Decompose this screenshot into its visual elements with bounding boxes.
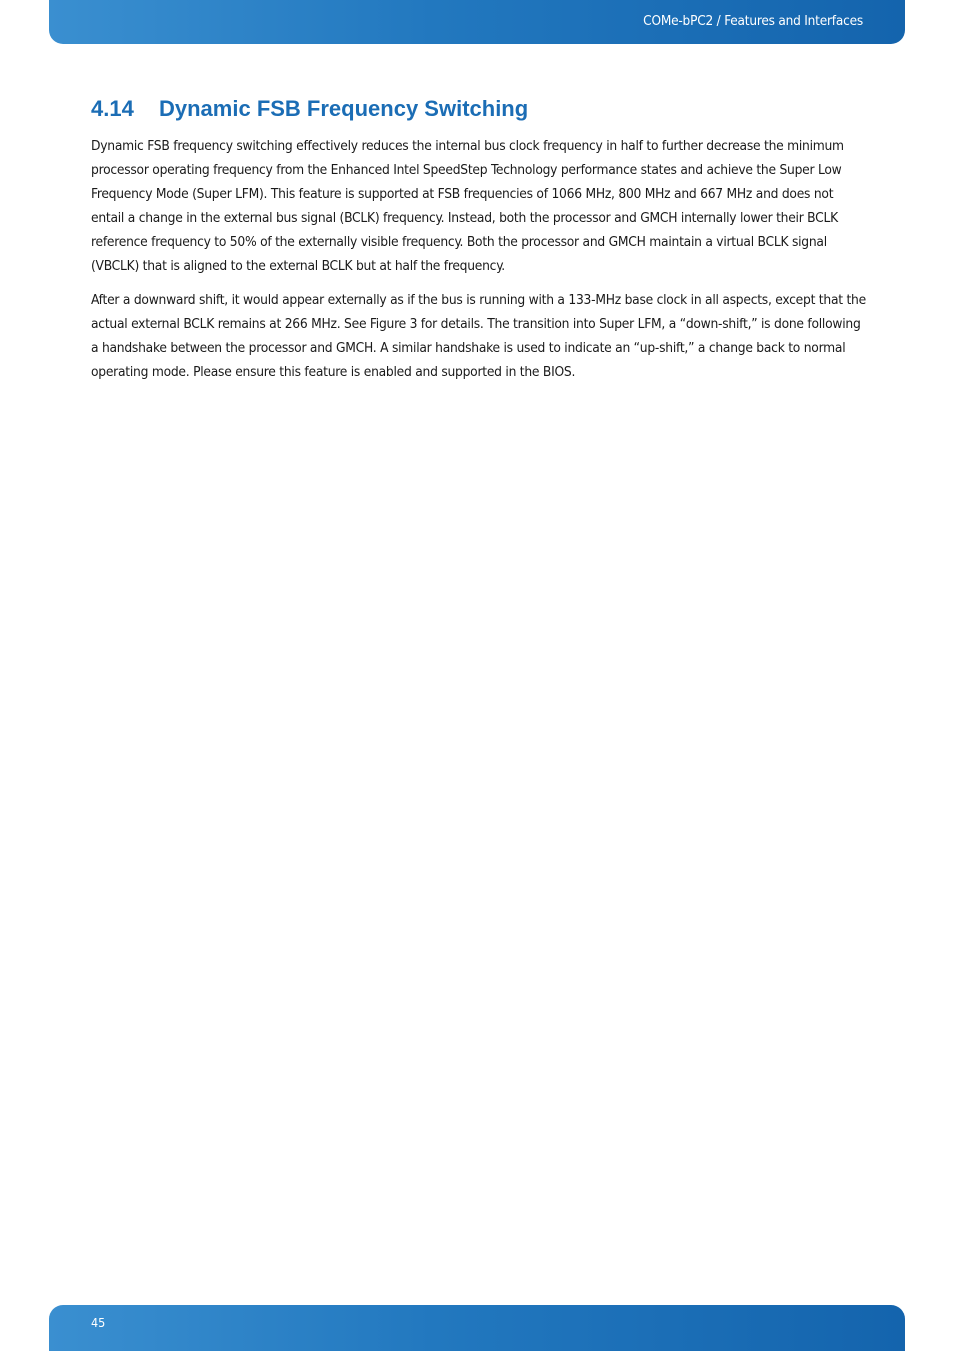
section-title: Dynamic FSB Frequency Switching [159,96,529,121]
body-paragraph: After a downward shift, it would appear externally as if the bus is running with a 133-MHz base clock in all aspects, except that the actual external BCLK remains at 266 MHz. See Figure 3 for details. The transition into Super LFM, a “down-shift,” is done following a handshake between the processor and GMCH. A similar handshake is used to indicate an “up-shift,” a change back to normal operating mode. Please ensure this feature is enabled and supported in the BIOS. [91,292,866,380]
page-number: 45 [91,1315,106,1330]
section-number: 4.14 [91,96,134,121]
section-heading [91,95,528,123]
body-paragraph: Dynamic FSB frequency switching effectively reduces the internal bus clock frequency in half to further decrease the minimum processor operating frequency from the Enhanced Intel SpeedStep Technology performance states and achieve the Super Low Frequency Mode (Super LFM). This feature is supported at FSB frequencies of 1066 MHz, 800 MHz and 667 MHz and does not entail a change in the external bus signal (BCLK) frequency. Instead, both the processor and GMCH internally lower their BCLK reference frequency to 50% of the externally visible frequency. Both the processor and GMCH maintain a virtual BCLK signal (VBCLK) that is aligned to the external BCLK but at half the frequency. [91,138,844,274]
document-title: COMe-bPC2 / Features and Interfaces [643,13,863,29]
header-bar [49,0,905,44]
footer-bar [49,1305,905,1351]
